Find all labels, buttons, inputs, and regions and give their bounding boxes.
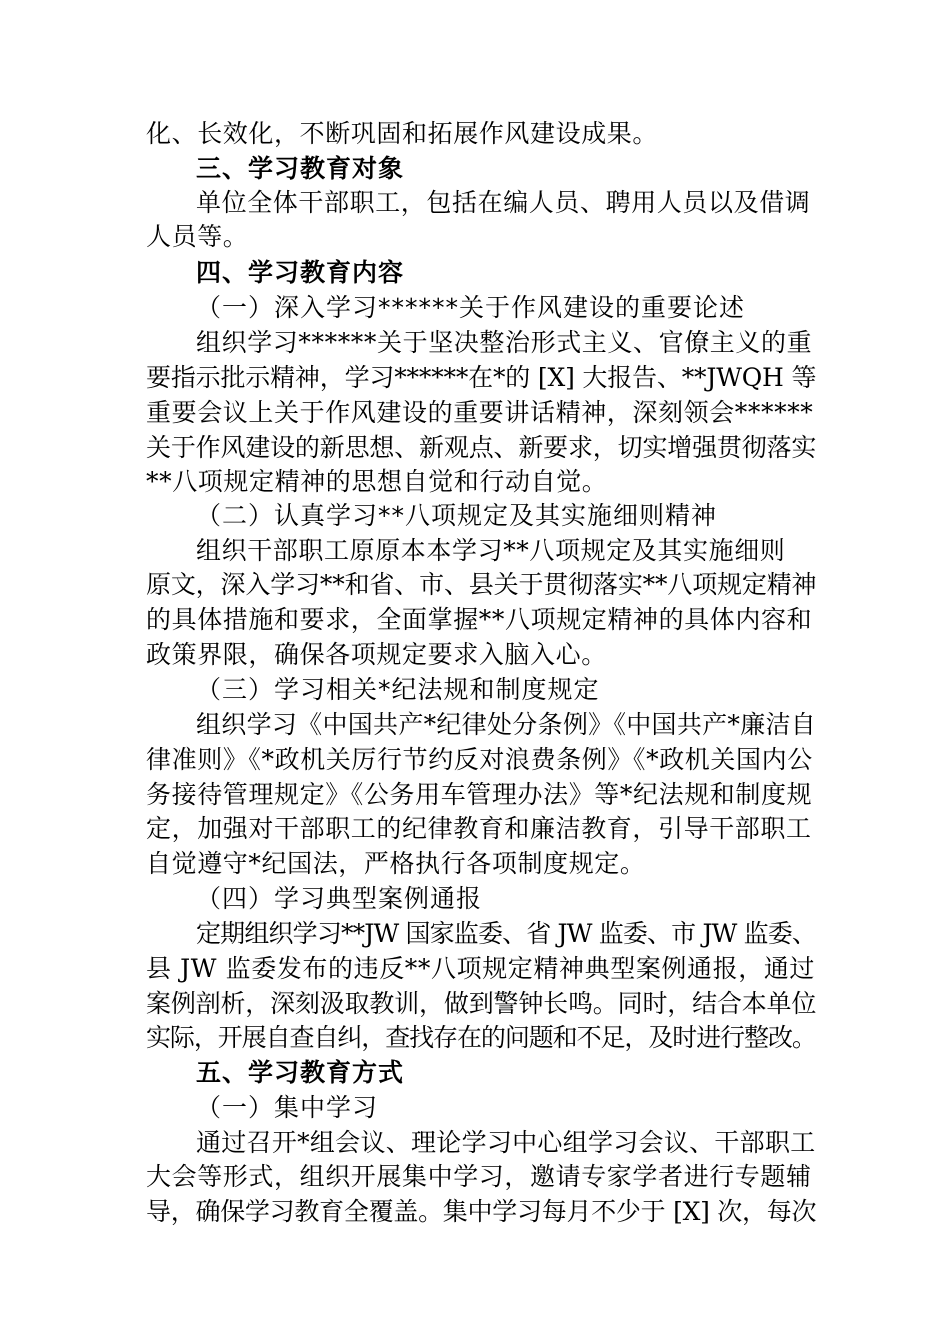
body-text-line: 化、长效化，不断巩固和拓展作风建设成果。 [146, 119, 659, 148]
body-text-line: 人员等。 [146, 222, 249, 251]
body-text-line: 大会等形式，组织开展集中学习，邀请专家学者进行专题辅 [146, 1162, 812, 1191]
subsection-heading-4-3: （三）学习相关*纪法规和制度规定 [196, 675, 600, 704]
body-text-line: 单位全体干部职工，包括在编人员、聘用人员以及借调 [196, 188, 811, 217]
body-text-line: 政策界限，确保各项规定要求入脑入心。 [146, 640, 607, 669]
body-text-line: 自觉遵守*纪国法，严格执行各项制度规定。 [146, 849, 646, 878]
section-heading-3: 三、学习教育对象 [196, 154, 405, 183]
body-text-line: 县 JW 监委发布的违反**八项规定精神典型案例通报，通过 [146, 954, 816, 983]
body-text-line: 律准则》《*政机关厉行节约反对浪费条例》《*政机关国内公 [146, 745, 813, 774]
subsection-heading-5-1: （一）集中学习 [196, 1093, 379, 1122]
body-text-line: 通过召开*组会议、理论学习中心组学习会议、干部职工 [196, 1128, 816, 1157]
body-text-line: 定期组织学习**JW 国家监委、省 JW 监委、市 JW 监委、 [196, 919, 817, 948]
body-text-line: 组织学习《中国共产*纪律处分条例》《中国共产*廉洁自 [196, 710, 817, 739]
section-heading-5: 五、学习教育方式 [196, 1058, 405, 1087]
body-text-line: 实际，开展自查自纠，查找存在的问题和不足，及时进行整改。 [146, 1023, 816, 1052]
subsection-heading-4-1: （一）深入学习******关于作风建设的重要论述 [196, 293, 746, 322]
body-text-line: 关于作风建设的新思想、新观点、新要求，切实增强贯彻落实 [146, 433, 817, 462]
body-text-line: 务接待管理规定》《公务用车管理办法》等*纪法规和制度规 [146, 780, 813, 809]
body-text-line: 原文，深入学习**和省、市、县关于贯彻落实**八项规定精神 [146, 570, 817, 599]
body-text-line: 要指示批示精神，学习******在*的 [X] 大报告、**JWQH 等 [146, 363, 817, 392]
body-text-line: 案例剖析，深刻汲取教训，做到警钟长鸣。同时，结合本单位 [146, 989, 817, 1018]
body-text-line: 导，确保学习教育全覆盖。集中学习每月不少于 [X] 次，每次 [146, 1197, 817, 1226]
body-text-line: 重要会议上关于作风建设的重要讲话精神，深刻领会****** [146, 398, 814, 427]
section-heading-4: 四、学习教育内容 [196, 258, 405, 287]
subsection-heading-4-4: （四）学习典型案例通报 [196, 884, 483, 913]
body-text-line: **八项规定精神的思想自觉和行动自觉。 [146, 467, 608, 496]
subsection-heading-4-2: （二）认真学习**八项规定及其实施细则精神 [196, 501, 718, 530]
body-text-line: 组织干部职工原原本本学习**八项规定及其实施细则 [196, 536, 786, 565]
body-text-line: 定，加强对干部职工的纪律教育和廉洁教育，引导干部职工 [146, 814, 812, 843]
body-text-line: 的具体措施和要求，全面掌握**八项规定精神的具体内容和 [146, 605, 813, 634]
body-text-line: 组织学习******关于坚决整治形式主义、官僚主义的重 [196, 328, 813, 357]
